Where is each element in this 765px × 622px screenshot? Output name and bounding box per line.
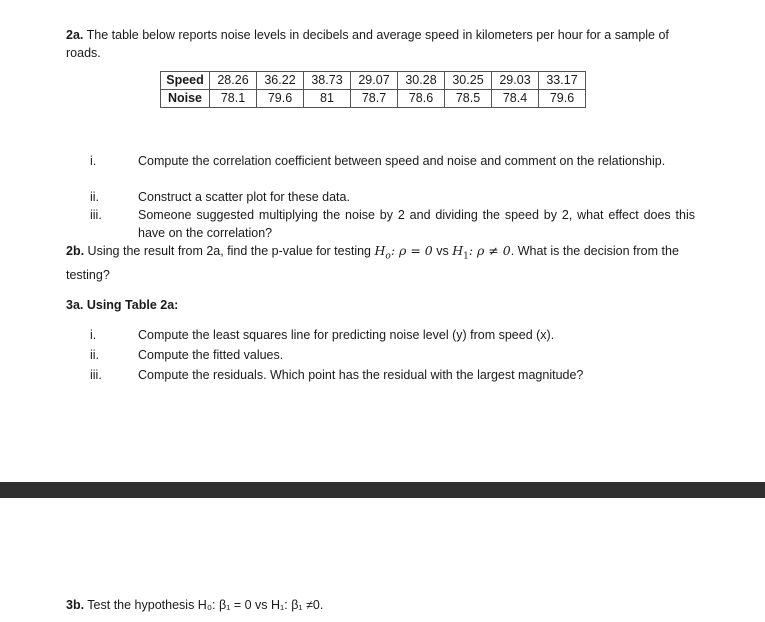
question-2a [66, 26, 701, 62]
table-row-noise [161, 90, 586, 108]
question-2b [66, 242, 701, 284]
question-3b-label: 3b. [66, 598, 85, 612]
hypothesis-h0-symbol: H [374, 243, 386, 258]
list-item [90, 326, 700, 344]
list-item [90, 366, 700, 384]
table-cell: 78.7 [351, 90, 398, 108]
table-cell: 33.17 [539, 72, 586, 90]
hypothesis-vs: vs [432, 244, 453, 258]
table-header-noise: Noise [161, 90, 210, 108]
speed-noise-table [160, 71, 586, 108]
question-2a-label: 2a. [66, 28, 84, 42]
page-separator [0, 482, 765, 498]
list-item-number: iii. [90, 368, 102, 382]
question-3b [66, 596, 701, 614]
list-item-text: Compute the fitted values. [138, 348, 284, 362]
list-item [90, 188, 700, 206]
table-cell: 29.07 [351, 72, 398, 90]
question-2b-label: 2b. [66, 244, 85, 258]
table-cell: 36.22 [257, 72, 304, 90]
list-item-number: ii. [90, 190, 100, 204]
question-3a-heading-text: 3a. Using Table 2a: [66, 298, 179, 312]
list-item-text: Compute the correlation coefficient between speed and noise and comment on the relationship. [138, 154, 666, 168]
table-cell: 79.6 [257, 90, 304, 108]
hypothesis-h1-statement: : ρ ≠ 0 [468, 243, 511, 258]
hypothesis-h1-symbol: H [452, 243, 464, 258]
document-page-2 [0, 498, 765, 622]
list-item [90, 152, 700, 188]
hypothesis-h1-subscript: 1 [463, 251, 469, 262]
list-item-text: Someone suggested multiplying the noise by 2 and dividing the speed by 2, what effect does this have on the correlation? [138, 208, 695, 240]
list-item [90, 206, 700, 242]
table-cell: 78.5 [445, 90, 492, 108]
table-header-speed: Speed [161, 72, 210, 90]
table-cell: 78.4 [492, 90, 539, 108]
list-item-number: i. [90, 328, 97, 342]
table-cell: 30.25 [445, 72, 492, 90]
list-item-number: iii. [90, 208, 102, 222]
table-cell: 78.6 [398, 90, 445, 108]
question-3b-text: Test the hypothesis H₀: β₁ = 0 vs H₁: β₁ ≠0. [84, 598, 324, 612]
question-2b-pre: Using the result from 2a, find the p-value for testing [84, 244, 375, 258]
list-item-text: Construct a scatter plot for these data. [138, 190, 350, 204]
list-item [90, 346, 700, 364]
list-item-text: Compute the least squares line for predicting noise level (y) from speed (x). [138, 328, 555, 342]
question-3a-heading [66, 296, 701, 314]
table-row-speed [161, 72, 586, 90]
table-cell: 29.03 [492, 72, 539, 90]
question-2a-text: The table below reports noise levels in decibels and average speed in kilometers per hour for a sample of roads. [66, 28, 669, 60]
table-cell: 79.6 [539, 90, 586, 108]
hypothesis-h0-statement: : ρ = 0 [390, 243, 433, 258]
table-cell: 81 [304, 90, 351, 108]
table-cell: 30.28 [398, 72, 445, 90]
list-item-number: i. [90, 154, 97, 168]
table-cell: 38.73 [304, 72, 351, 90]
list-item-text: Compute the residuals. Which point has the residual with the largest magnitude? [138, 368, 584, 382]
question-2b-post: . What is the decision from the testing? [66, 244, 679, 282]
hypothesis-h0-subscript: o [385, 251, 391, 262]
list-item-number: ii. [90, 348, 100, 362]
table-cell: 78.1 [210, 90, 257, 108]
table-cell: 28.26 [210, 72, 257, 90]
